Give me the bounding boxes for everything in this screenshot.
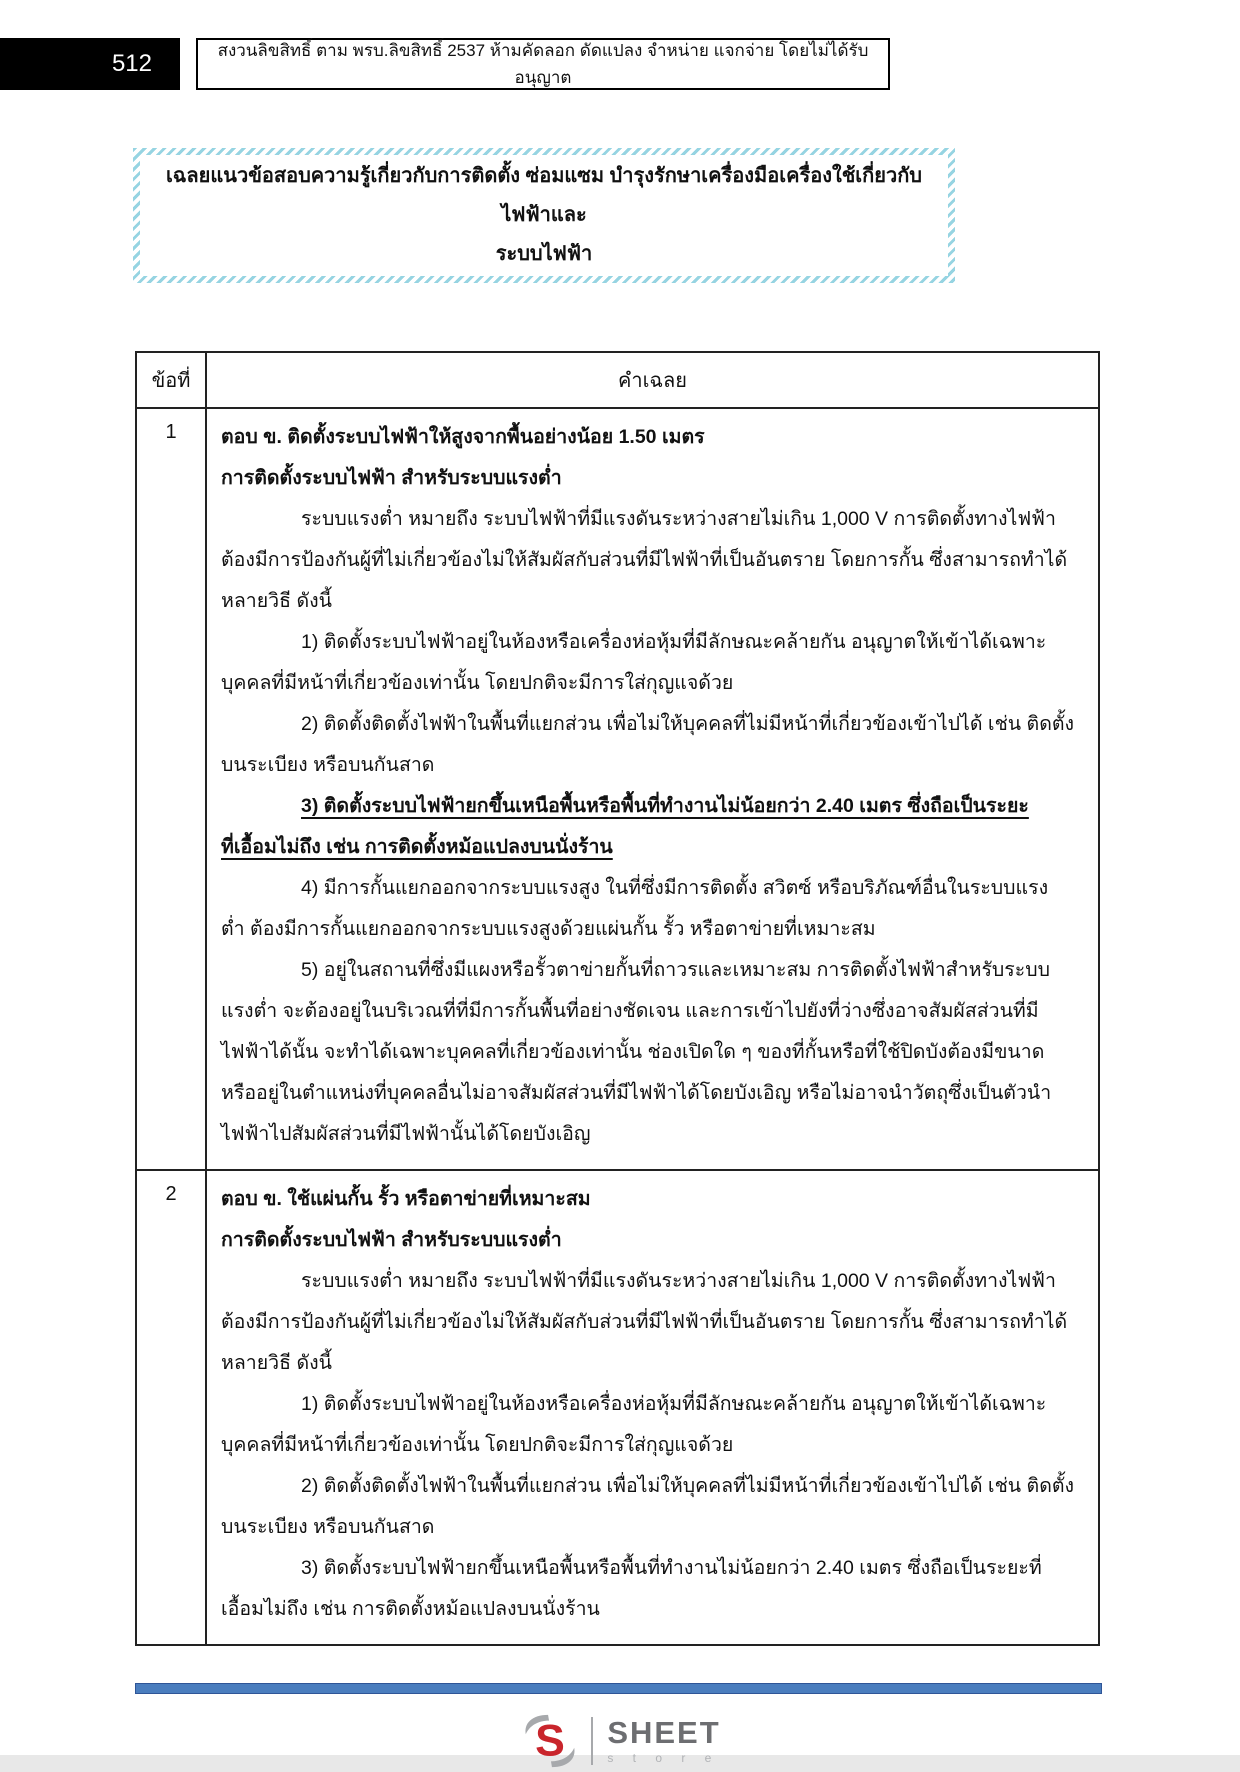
answer-line: บุคคลที่มีหน้าที่เกี่ยวข้องเท่านั้น โดยปกติจะมีการใส่กุญแจด้วย bbox=[221, 1434, 734, 1456]
page-number-box bbox=[0, 38, 180, 90]
sheet-store-logo-icon bbox=[519, 1710, 581, 1772]
table-row bbox=[136, 408, 1099, 1170]
answer-cell bbox=[206, 1170, 1099, 1645]
answer-table-body bbox=[136, 408, 1099, 1645]
answer-line: ตอบ ข. ติดตั้งระบบไฟฟ้าให้สูงจากพื้นอย่างน้อย 1.50 เมตร bbox=[221, 426, 705, 448]
logo-brand-text: SHEET bbox=[607, 1714, 721, 1750]
table-row bbox=[136, 1170, 1099, 1645]
answer-line: 4) มีการกั้นแยกออกจากระบบแรงสูง ในที่ซึ่งมีการติดตั้ง สวิตซ์ หรือบริภัณฑ์อื่นในระบบแรง bbox=[301, 877, 1049, 899]
answer-cell bbox=[206, 408, 1099, 1170]
footer-divider bbox=[135, 1683, 1102, 1694]
title-line-2: ระบบไฟฟ้า bbox=[495, 243, 593, 265]
svg-text:S: S bbox=[535, 1716, 566, 1766]
answer-line: เอื้อมไม่ถึง เช่น การติดตั้งหม้อแปลงบนนั่งร้าน bbox=[221, 1598, 600, 1620]
answer-line: หลายวิธี ดังนี้ bbox=[221, 1352, 332, 1374]
copyright-notice: สงวนลิขสิทธิ์ ตาม พรบ.ลิขสิทธิ์ 2537 ห้ามคัดลอก ดัดแปลง จำหน่าย แจกจ่าย โดยไม่ได้รับอนุญาต bbox=[217, 41, 869, 87]
answer-line: 2) ติดตั้งติดตั้งไฟฟ้าในพื้นที่แยกส่วน เพื่อไม่ให้บุคคลที่ไม่มีหน้าที่เกี่ยวข้องเข้าไปได้ เช่น ติดตั้ง bbox=[301, 1475, 1075, 1497]
page-header bbox=[0, 0, 1240, 90]
answer-line: ต่ำ ต้องมีการกั้นแยกออกจากระบบแรงสูงด้วยแผ่นกั้น รั้ว หรือตาข่ายที่เหมาะสม bbox=[221, 918, 876, 940]
answer-line: ไฟฟ้าไปสัมผัสส่วนที่มีไฟฟ้านั้นได้โดยบังเอิญ bbox=[221, 1123, 591, 1145]
answer-line: แรงต่ำ จะต้องอยู่ในบริเวณที่ที่มีการกั้นพื้นที่อย่างชัดเจน และการเข้าไปยังที่ว่างซึ่งอาจสัมผัสส่วนที่มี bbox=[221, 1000, 1039, 1022]
copyright-notice-box bbox=[196, 38, 890, 90]
question-number: 1 bbox=[136, 408, 206, 1170]
answer-line: ระบบแรงต่ำ หมายถึง ระบบไฟฟ้าที่มีแรงดันระหว่างสายไม่เกิน 1,000 V การติดตั้งทางไฟฟ้า bbox=[301, 1270, 1056, 1292]
title-box bbox=[133, 148, 955, 283]
answer-line: 3) ติดตั้งระบบไฟฟ้ายกขึ้นเหนือพื้นหรือพื้นที่ทำงานไม่น้อยกว่า 2.40 เมตร ซึ่งถือเป็นระยะ bbox=[301, 795, 1029, 817]
logo-text bbox=[607, 1714, 721, 1765]
answer-line: การติดตั้งระบบไฟฟ้า สำหรับระบบแรงต่ำ bbox=[221, 1229, 562, 1251]
logo-sub-text: s t o r e bbox=[607, 1750, 720, 1765]
question-number: 2 bbox=[136, 1170, 206, 1645]
answer-line: 3) ติดตั้งระบบไฟฟ้ายกขึ้นเหนือพื้นหรือพื้นที่ทำงานไม่น้อยกว่า 2.40 เมตร ซึ่งถือเป็นระยะที่ bbox=[301, 1557, 1042, 1579]
answer-line: บนระเบียง หรือบนกันสาด bbox=[221, 1516, 435, 1538]
answer-line: หรืออยู่ในตำแหน่งที่บุคคลอื่นไม่อาจสัมผัสส่วนที่มีไฟฟ้าได้โดยบังเอิญ หรือไม่อาจนำวัตถุซึ่งเป็นตัวนำ bbox=[221, 1082, 1052, 1104]
answer-table bbox=[135, 351, 1100, 1646]
answer-line: บุคคลที่มีหน้าที่เกี่ยวข้องเท่านั้น โดยปกติจะมีการใส่กุญแจด้วย bbox=[221, 672, 734, 694]
header-question-number: ข้อที่ bbox=[136, 352, 206, 408]
answer-line: ไฟฟ้าได้นั้น จะทำได้เฉพาะบุคคลที่เกี่ยวข้องเท่านั้น ช่องเปิดใด ๆ ของที่กั้นหรือที่ใช้ปิดบังต้องมีขนาด bbox=[221, 1041, 1045, 1063]
document-title bbox=[140, 155, 948, 276]
title-line-1: เฉลยแนวข้อสอบความรู้เกี่ยวกับการติดตั้ง ซ่อมแซม บำรุงรักษาเครื่องมือเครื่องใช้เกี่ยวกับไฟฟ้าและ bbox=[165, 165, 923, 226]
answer-line: 1) ติดตั้งระบบไฟฟ้าอยู่ในห้องหรือเครื่องห่อหุ้มที่มีลักษณะคล้ายกัน อนุญาตให้เข้าได้เฉพาะ bbox=[301, 1393, 1047, 1415]
answer-line: ต้องมีการป้องกันผู้ที่ไม่เกี่ยวข้องไม่ให้สัมผัสกับส่วนที่มีไฟฟ้าที่เป็นอันตราย โดยการกั้น ซึ่งสามารถทำได้ bbox=[221, 549, 1068, 571]
answer-line: 5) อยู่ในสถานที่ซึ่งมีแผงหรือรั้วตาข่ายกั้นที่ถาวรและเหมาะสม การติดตั้งไฟฟ้าสำหรับระบบ bbox=[301, 959, 1050, 981]
answer-line: ตอบ ข. ใช้แผ่นกั้น รั้ว หรือตาข่ายที่เหมาะสม bbox=[221, 1188, 591, 1210]
table-header-row bbox=[136, 352, 1099, 408]
answer-line: ระบบแรงต่ำ หมายถึง ระบบไฟฟ้าที่มีแรงดันระหว่างสายไม่เกิน 1,000 V การติดตั้งทางไฟฟ้า bbox=[301, 508, 1056, 530]
sheet-store-logo bbox=[0, 1710, 1240, 1772]
answer-line: ต้องมีการป้องกันผู้ที่ไม่เกี่ยวข้องไม่ให้สัมผัสกับส่วนที่มีไฟฟ้าที่เป็นอันตราย โดยการกั้น ซึ่งสามารถทำได้ bbox=[221, 1311, 1068, 1333]
logo-divider-line bbox=[591, 1717, 593, 1765]
header-answer: คำเฉลย bbox=[206, 352, 1099, 408]
answer-line: บนระเบียง หรือบนกันสาด bbox=[221, 754, 435, 776]
page-number: 512 bbox=[111, 50, 152, 77]
answer-line: หลายวิธี ดังนี้ bbox=[221, 590, 332, 612]
answer-line: 2) ติดตั้งติดตั้งไฟฟ้าในพื้นที่แยกส่วน เพื่อไม่ให้บุคคลที่ไม่มีหน้าที่เกี่ยวข้องเข้าไปได้ เช่น ติดตั้ง bbox=[301, 713, 1075, 735]
answer-line: 1) ติดตั้งระบบไฟฟ้าอยู่ในห้องหรือเครื่องห่อหุ้มที่มีลักษณะคล้ายกัน อนุญาตให้เข้าได้เฉพาะ bbox=[301, 631, 1047, 653]
answer-line: ที่เอื้อมไม่ถึง เช่น การติดตั้งหม้อแปลงบนนั่งร้าน bbox=[221, 836, 613, 858]
answer-line: การติดตั้งระบบไฟฟ้า สำหรับระบบแรงต่ำ bbox=[221, 467, 562, 489]
